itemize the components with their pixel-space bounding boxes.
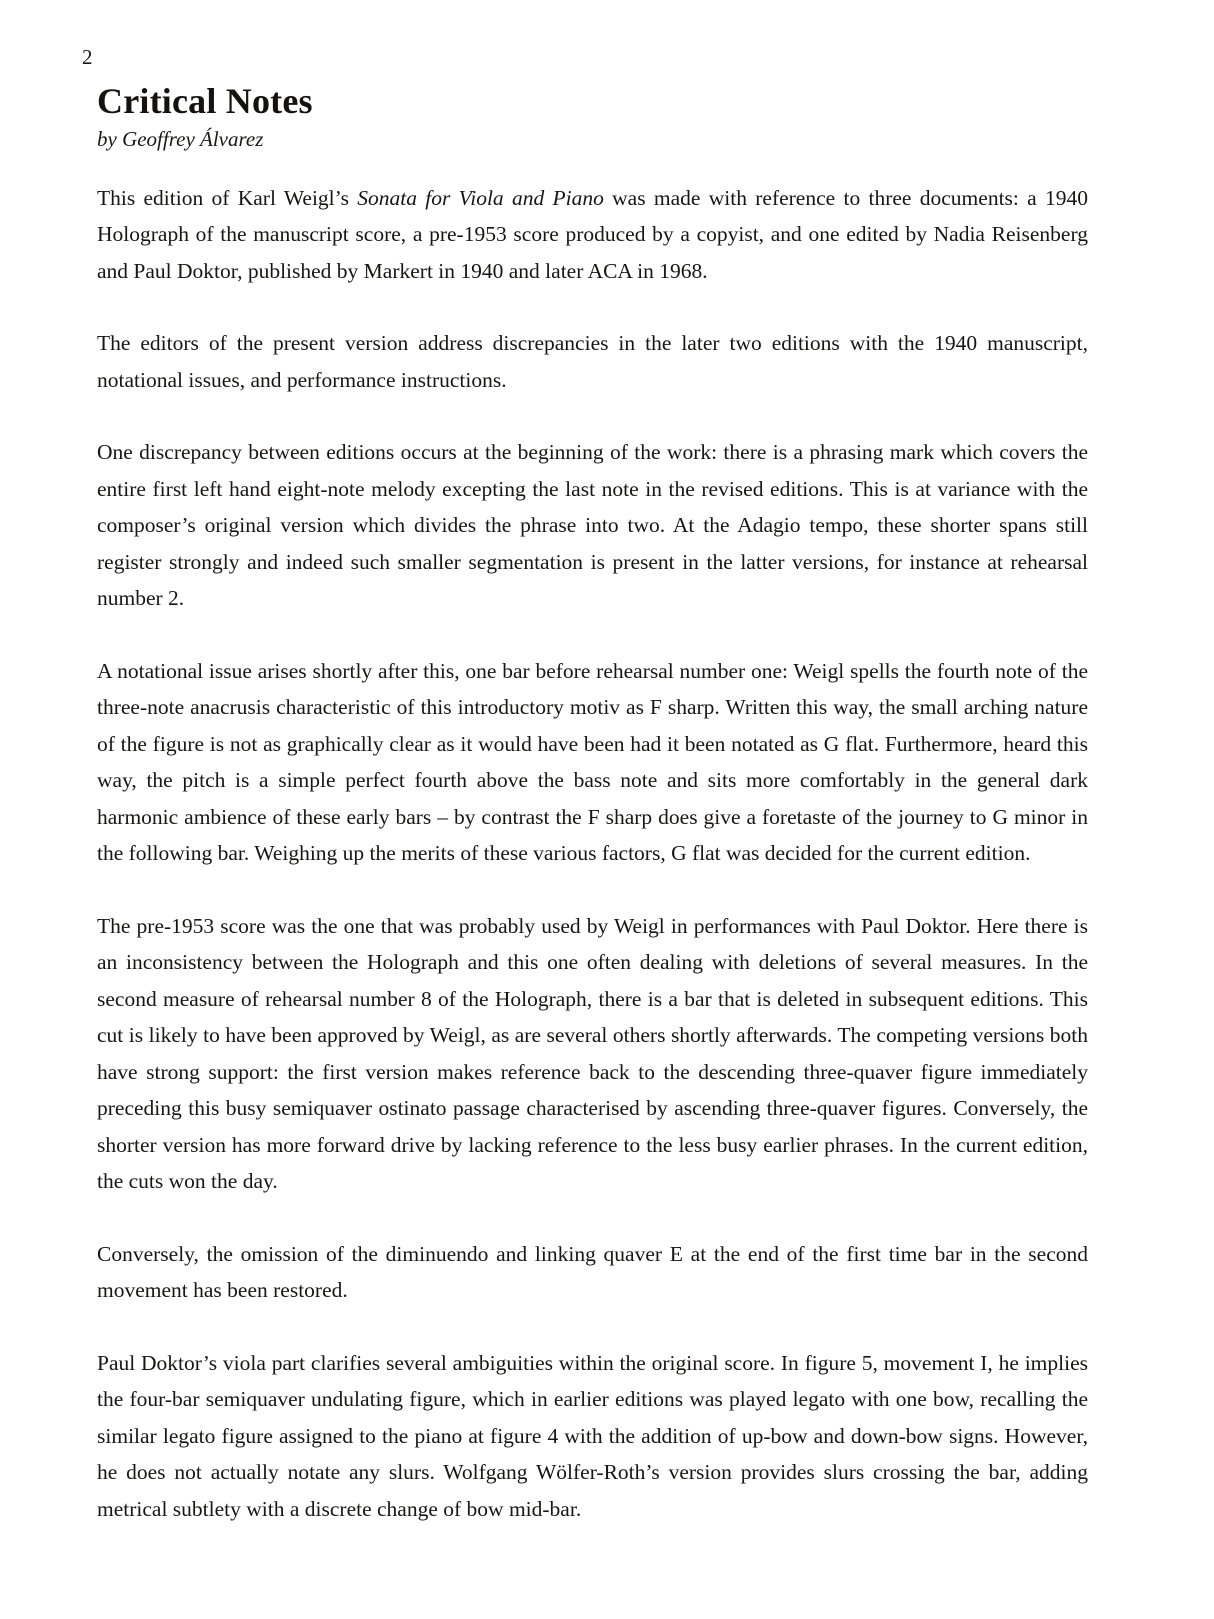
paragraph-4: A notational issue arises shortly after this, one bar before rehearsal number one: Weigl spells the fourth note of the three-note anacrusis characteristic of this introductory motiv as F sharp. Written this way, the small arching nature of the figure is not as graphically clear as it would have been had it been notated as G flat. Furthermore, heard this way, the pitch is a simple perfect fourth above the bass note and sits more comfortably in the general dark harmonic ambience of these early bars – by contrast the F sharp does give a foretaste of the journey to G minor in the following bar. Weighing up the merits of these various factors, G flat was decided for the current edition. xyxy=(97,658,1088,866)
paragraph-1-run-3: was made with reference to three documents: a 1940 Holograph of the manuscript score, a pre-1953 score produced by a copyist, and one edited by Nadia Reisenberg and Paul Doktor, published by Markert in 1940 and later ACA in 1968. xyxy=(97,185,1089,283)
paragraph-6: Conversely, the omission of the diminuendo and linking quaver E at the end of the first time bar in the second movement has been restored. xyxy=(97,1241,1088,1303)
paragraph-7: Paul Doktor’s viola part clarifies several ambiguities within the original score. In figure 5, movement I, he implies the four-bar semiquaver undulating figure, which in earlier editions was played legato with one bow, recalling the similar legato figure assigned to the piano at figure 4 with the addition of up-bow and down-bow signs. However, he does not actually notate any slurs. Wolfgang Wölfer-Roth’s version provides slurs crossing the bar, adding metrical subtlety with a discrete change of bow mid-bar. xyxy=(97,1350,1088,1521)
paragraph-2: The editors of the present version address discrepancies in the later two editions with the 1940 manuscript, notational issues, and performance instructions. xyxy=(97,331,1088,392)
paragraph-1 xyxy=(97,180,1088,290)
paragraph-1-run-1: This edition of Karl Weigl’s xyxy=(97,185,358,210)
page-title: Critical Notes xyxy=(97,81,313,121)
byline: by Geoffrey Álvarez xyxy=(97,126,264,151)
paragraph-5: The pre-1953 score was the one that was probably used by Weigl in performances with Paul Doktor. Here there is an inconsistency between the Holograph and this one often dealing with deletions of several measures. In the second measure of rehearsal number 8 of the Holograph, there is a bar that is deleted in subsequent editions. This cut is likely to have been approved by Weigl, as are several others shortly afterwards. The competing versions both have strong support: the first version makes reference back to the descending three-quaver figure immediately preceding this busy semiquaver ostinato passage characterised by ascending three-quaver figures. Conversely, the shorter version has more forward drive by lacking reference to the less busy earlier phrases. In the current edition, the cuts won the day. xyxy=(97,913,1088,1194)
body-text xyxy=(97,180,1088,1528)
paragraph-3: One discrepancy between editions occurs at the beginning of the work: there is a phrasing mark which covers the entire first left hand eight-note melody excepting the last note in the revised editions. This is at variance with the composer’s original version which divides the phrase into two. At the Adagio tempo, these shorter spans still register strongly and indeed such smaller segmentation is present in the latter versions, for instance at rehearsal number 2. xyxy=(97,440,1088,611)
paragraph-1-work-title: Sonata for Viola and Piano xyxy=(357,185,604,210)
page-number: 2 xyxy=(82,45,93,69)
